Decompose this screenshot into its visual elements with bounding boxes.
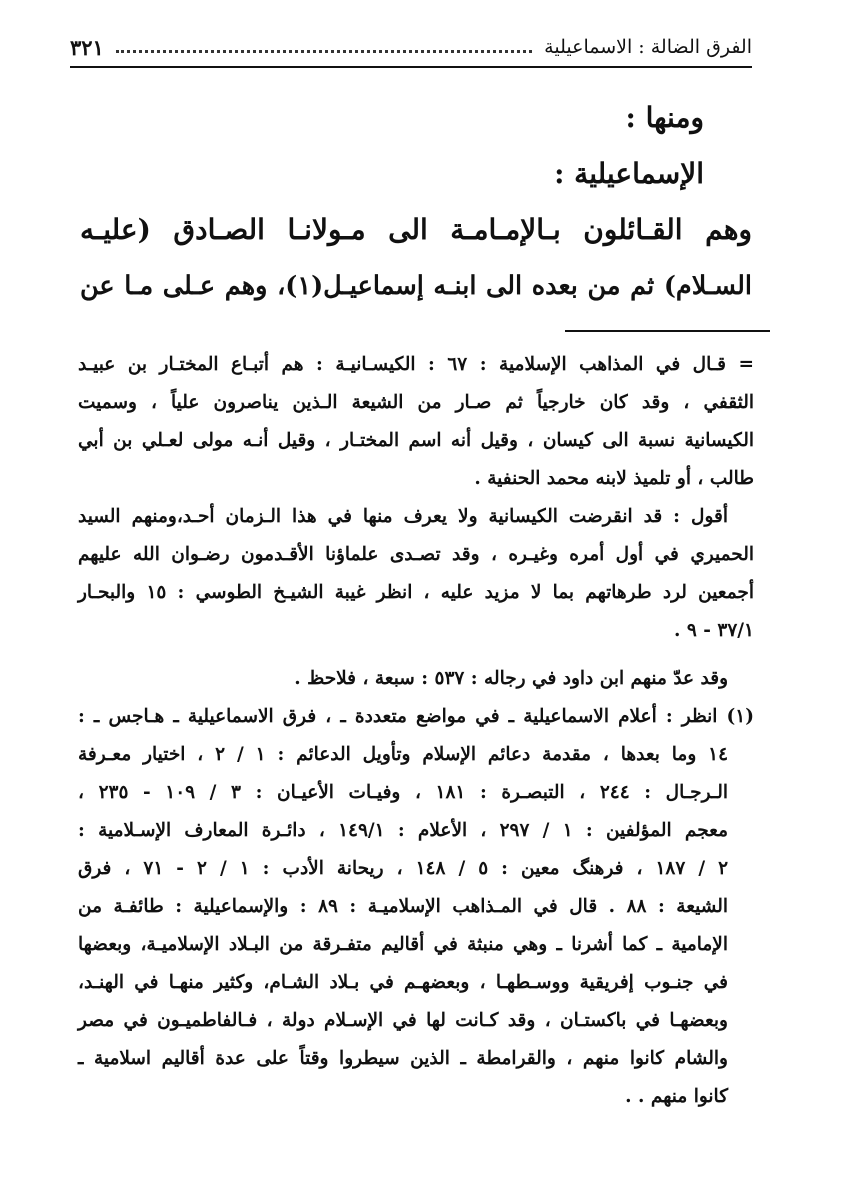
main-line-4: السـلام) ثم من بعده الى ابنـه إسماعيـل(١)، وهم عـلى مـا عن — [80, 271, 752, 301]
note-aqul-line-4: ٣٧/١ - ٩ . — [674, 620, 754, 641]
main-line-heading-2: الإسماعيلية : — [554, 157, 704, 190]
note-cont-line-1: = قـال في المذاهب الإسلامية : ٦٧ : الكيسـانيـة : هم أتبـاع المختـار بن عبيـد — [78, 354, 755, 375]
footnote-1-line-9: وبعضهـا في باكستـان ، وقد كـانت لها في الإسـلام دولة ، فـالفاطميـون في مصر — [78, 1010, 728, 1031]
footnote-1-line-7: الإمامية ـ كما أشرنا ـ وهي منبثة في أقاليم متفـرقة من البـلاد الإسلاميـة، وبعضها — [78, 934, 728, 955]
note-aqul-line-3: أجمعين لرد طرهاتهم بما لا مزيد عليه ، انظر غيبة الشيـخ الطوسي : ١٥ والبحـار — [78, 582, 754, 603]
footnote-1-line-3: الـرجـال : ٢٤٤ ، التبصـرة : ١٨١ ، وفيـات الأعيـان : ٣ / ١٠٩ - ٢٣٥ ، — [78, 782, 728, 803]
footnote-1-line-10: والشام كانوا منهم ، والقرامطة ـ الذين سيطروا وقتاً على عدة أقاليم اسلامية ـ — [78, 1048, 728, 1069]
note-gap — [78, 650, 754, 660]
header-rule — [70, 66, 752, 68]
note-cont-line-4: طالب ، أو تلميذ لابنه محمد الحنفية . — [474, 468, 754, 489]
note-cont-line-3: الكيسانية نسبة الى كيسان ، وقيل أنه اسم المختـار ، وقيل أنـه مولى لعـلي بن أبي — [78, 430, 754, 451]
footnote-1-line-11: كانوا منهم . . — [625, 1086, 728, 1107]
note-cont-line-2: الثقفي ، وقد كان خارجياً ثم صـار من الشيعة الـذين يناصرون علياً ، وسميت — [78, 392, 754, 413]
main-text — [80, 90, 752, 314]
note-dawood-line: وقد عدّ منهم ابن داود في رجاله : ٥٣٧ : سبعة ، فلاحظ . — [294, 668, 728, 689]
footnote-1-line-4: معجم المؤلفين : ١ / ٢٩٧ ، الأعلام : ١٤٩/١ ، دائـرة المعارف الإسـلامية : — [78, 820, 728, 841]
main-line-heading-1: ومنها : — [625, 101, 704, 134]
leader-dots — [116, 50, 532, 53]
footnote-1-line-5: ٢ / ١٨٧ ، فرهنگ معين : ٥ / ١٤٨ ، ريحانة الأدب : ١ / ٢ - ٧١ ، فرق — [78, 858, 729, 879]
chapter-title: الفرق الضالة : الاسماعيلية — [544, 36, 752, 58]
footnotes — [78, 346, 754, 1116]
page-number: ٣٢١ — [70, 34, 104, 60]
footnote-separator — [565, 330, 770, 332]
running-header — [70, 32, 752, 62]
main-line-3: وهم القـائلون بـالإمـامـة الى مـولانـا الصـادق (عليـه — [80, 213, 752, 246]
footnote-1-line-6: الشيعة : ٨٨ . قال في المـذاهب الإسلاميـة : ٨٩ : والإسماعيلية : طائفـة من — [78, 896, 729, 917]
note-aqul-line-2: الحميري في أول أمره وغيـره ، وقد تصـدى علماؤنا الأقـدمون رضـوان الله عليهم — [78, 544, 754, 565]
footnote-1-line-1: (١) انظر : أعلام الاسماعيلية ـ في مواضع متعددة ـ ، فرق الاسماعيلية ـ هـاجس ـ : — [78, 706, 754, 727]
note-aqul-line-1: أقول : قد انقرضت الكيسانية ولا يعرف منها في هذا الـزمان أحـد،ومنهم السيد — [78, 506, 728, 527]
footnote-1-line-2: ١٤ وما بعدها ، مقدمة دعائم الإسلام وتأويل الدعائم : ١ / ٢ ، اختيار معـرفة — [78, 744, 729, 765]
footnote-1-line-8: في جنـوب إفريقية ووسـطهـا ، وبعضهـم في بـلاد الشـام، وكثير منهـا في الهنـد، — [78, 972, 728, 993]
